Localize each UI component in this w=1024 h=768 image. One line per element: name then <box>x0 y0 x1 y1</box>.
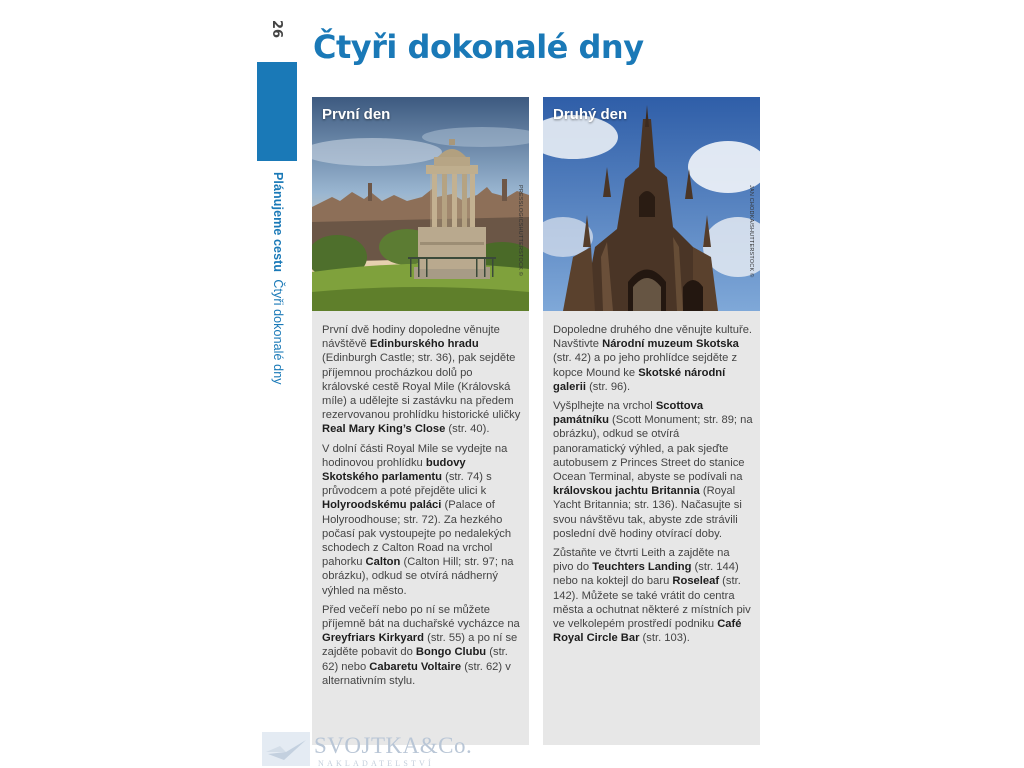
highlighted-place: Skotské národní galerii <box>553 366 726 393</box>
page-number: 26 <box>269 19 285 39</box>
calton-hill-photo <box>312 97 529 311</box>
body-paragraph: V dolní části Royal Mile se vydejte na hodinovou prohlídku budovy Skotského parlamentu (str. 74) s průvodcem a poté přejděte ulici k Holyroodskému paláci (Palace of Holyroodhouse; str. 72). Za hezkého počasí pak vystoupejte po nedalekých schodech z Calton Road na vrchol pahorku Calton (Calton Hill; str. 97; na obrázku), odkud se otvírá nádherný výhled na město. <box>322 442 514 597</box>
highlighted-place: královskou jachtu Britannia <box>553 485 700 498</box>
running-head-section: Plánujeme cestu <box>271 172 285 273</box>
day-two-text <box>553 323 753 650</box>
highlighted-place: Holyroodskému paláci <box>322 499 442 512</box>
body-paragraph: Zůstaňte ve čtvrti Leith a zajděte na pivo do Teuchters Landing (str. 144) nebo na koktejl do baru Roseleaf (str. 142). Můžete se také vrátit do centra města a ochutnat některé z místních piv ve velkolepém prostředí podniku Café Royal Circle Bar (str. 103). <box>553 547 751 645</box>
day-two-panel <box>543 97 760 745</box>
day-two-heading: Druhý den <box>553 106 628 123</box>
publisher-subtitle: NAKLADATELSTVÍ <box>318 759 434 768</box>
day-one-panel <box>312 97 529 745</box>
day-one-heading: První den <box>322 106 391 123</box>
highlighted-place: Edinburského hradu <box>369 338 479 351</box>
highlighted-place: Café Royal Circle Bar <box>553 618 742 645</box>
highlighted-place: Teuchters Landing <box>592 561 692 574</box>
highlighted-place: Bongo Clubu <box>415 646 487 659</box>
photo-credit: PRESSLOGICSHUTTERSTOCK © <box>517 185 523 276</box>
body-paragraph: Dopoledne druhého dne věnujte kultuře. Navštivte Národní muzeum Skotska (str. 42) a po jeho prohlídce sejděte z kopce Mound ke Skotské národní galerii (str. 96). <box>553 324 753 393</box>
highlighted-place: Real Mary King’s Close <box>322 423 446 436</box>
publisher-watermark <box>262 730 473 768</box>
highlighted-place: budovy Skotského parlamentu <box>322 456 466 484</box>
photo-credit: JAN CHODKA/SHUTTERSTOCK © <box>748 185 754 278</box>
running-head-subsection: Čtyři dokonalé dny <box>271 279 285 385</box>
running-head <box>262 172 292 432</box>
day-one-text <box>322 323 522 693</box>
highlighted-place: Cabaretu Voltaire <box>369 660 462 673</box>
body-paragraph: Před večeří nebo po ní se můžete příjemně bát na duchařské vycházce na Greyfriars Kirkyard (str. 55) a po ní se zajděte pobavit do Bongo Clubu (str. 62) nebo Cabaretu Voltaire (str. 62) v alternativním stylu. <box>322 603 520 687</box>
page-title: Čtyři dokonalé dny <box>313 28 644 66</box>
scott-monument-photo <box>543 97 760 311</box>
highlighted-place: Roseleaf <box>672 575 720 588</box>
publisher-name: SVOJTKA&Co. <box>314 733 473 758</box>
body-paragraph: První dvě hodiny dopoledne věnujte návštěvě Edinburského hradu (Edinburgh Castle; str. 36), pak sejděte příjemnou procházkou dolů po královské cestě Royal Mile (Královská míle) a udělejte si zastávku na předem rezervovanou prohlídku historické uličky Real Mary King’s Close (str. 40). <box>322 324 521 436</box>
chapter-tab <box>257 62 297 161</box>
publisher-logo-icon <box>262 732 310 766</box>
body-paragraph: Vyšplhejte na vrchol Scottova památníku (Scott Monument; str. 89; na obrázku), odkud se otvírá panoramatický výhled, a pak sjeďte autobusem z Princes Street do stanice Ocean Terminal, abyste se podívali na královskou jachtu Britannia (Royal Yacht Britannia; str. 136). Načasujte si svou návštěvu tak, abyste zde strávili poslední dvě hodiny otvírací doby. <box>553 400 753 540</box>
highlighted-place: Národní muzeum Skotska <box>602 338 739 351</box>
highlighted-place: Greyfriars Kirkyard <box>322 632 424 645</box>
highlighted-place: Calton <box>365 556 401 569</box>
highlighted-place: Scottova památníku <box>553 400 704 427</box>
